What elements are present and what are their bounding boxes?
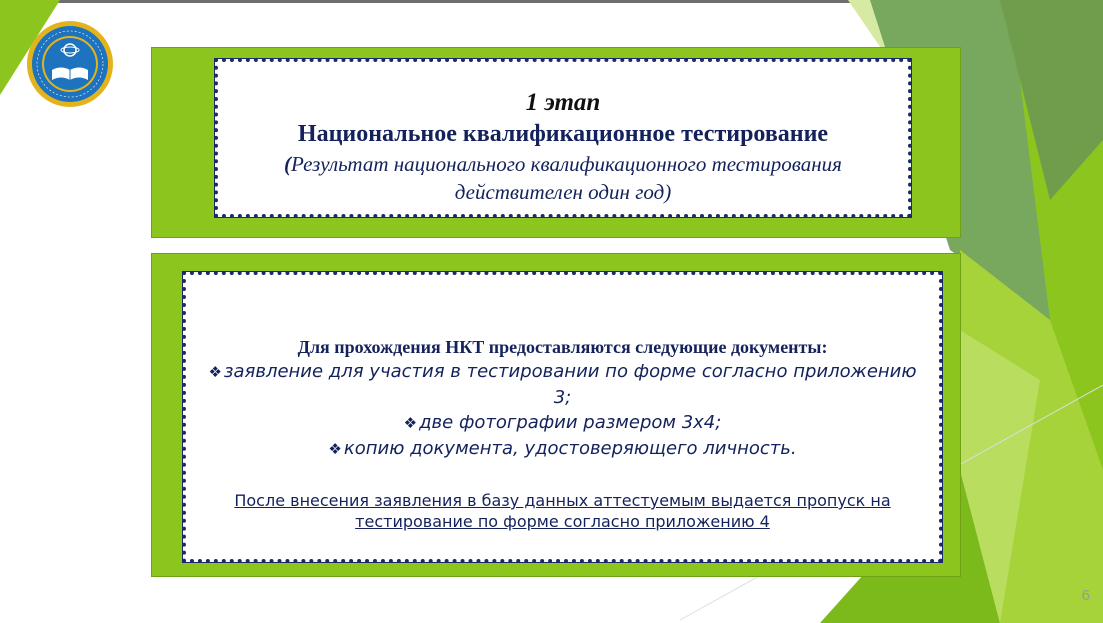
logo-emblem-icon — [26, 20, 114, 108]
pass-note: После внесения заявления в базу данных аттестуемым выдается пропуск на тестирование по форме согласно приложению 4 — [234, 491, 891, 531]
document-item-text: заявление для участия в тестировании по форме согласно приложению 3; — [223, 361, 917, 408]
diamond-bullet-icon: ❖ — [328, 440, 342, 458]
logo-center — [44, 38, 96, 90]
document-item-application — [198, 359, 927, 410]
stage-panel — [151, 47, 961, 238]
stage-info-box — [214, 58, 912, 218]
subtitle-line-2: действителен один год) — [454, 180, 672, 204]
stage-label: 1 этап — [525, 89, 601, 116]
diamond-bullet-icon: ❖ — [403, 414, 418, 432]
stage-title: Национальное квалификационное тестирование — [297, 121, 829, 147]
subtitle-paren: ( — [284, 152, 292, 176]
stage-subtitle — [228, 150, 898, 206]
diamond-bullet-icon: ❖ — [208, 363, 222, 381]
documents-panel — [151, 253, 961, 577]
document-item-photos — [198, 410, 927, 436]
documents-box — [182, 271, 943, 563]
page-number: 6 — [1081, 587, 1090, 604]
document-item-id — [198, 436, 927, 462]
documents-heading: Для прохождения НКТ предоставляются следующие документы: — [297, 337, 828, 357]
document-item-text: две фотографии размером 3х4; — [419, 412, 722, 433]
document-item-text: копию документа, удостоверяющего личность. — [343, 438, 797, 459]
subtitle-line-1: Результат национального квалификационного тестирования — [291, 152, 842, 176]
